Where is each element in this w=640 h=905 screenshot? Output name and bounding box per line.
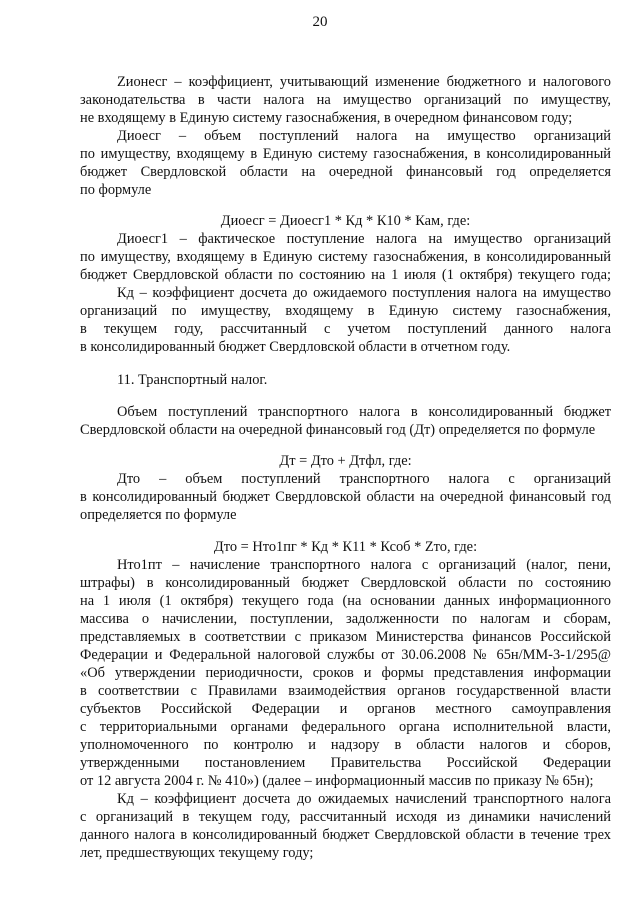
text-line: Диоесг1 – фактическое поступление налога на имущество организаций <box>117 231 611 247</box>
text-line: Кд – коэффициент досчета до ожидаемых начислений транспортного налога <box>117 791 611 807</box>
text-line: по формуле <box>80 182 152 198</box>
text-line: Диоесг – объем поступлений налога на имущество организаций <box>117 128 611 144</box>
text-line: организаций по имуществу, входящему в Единую систему газоснабжения, <box>80 303 611 319</box>
text-line: Дто – объем поступлений транспортного налога с организаций <box>117 471 611 487</box>
text-line: Объем поступлений транспортного налога в консолидированный бюджет <box>117 404 611 420</box>
text-line: на 1 июля (1 октября) текущего года (на основании данных информационного <box>80 593 611 609</box>
text-line: утвержденными постановлением Правительства Российской Федерации <box>80 755 611 771</box>
section-heading: 11. Транспортный налог. <box>117 372 268 388</box>
text-line: определяется по формуле <box>80 507 237 523</box>
text-line: бюджет Свердловской области на очередной финансовый год определяется <box>80 164 611 180</box>
text-line: Zионесг – коэффициент, учитывающий изменение бюджетного и налогового <box>117 74 611 90</box>
text-line: массива о начислении, поступлении, задолженности по налогам и сборам, <box>80 611 611 627</box>
text-line: по имуществу, входящему в Единую систему газоснабжения, в консолидированный <box>80 249 611 265</box>
text-line: с территориальными органами федерального органа исполнительной власти, <box>80 719 611 735</box>
text-line: не входящему в Единую систему газоснабжения, в очередном финансовом году; <box>80 110 573 126</box>
text-line: Свердловской области на очередной финансовый год (Дт) определяется по формуле <box>80 422 596 438</box>
formula: Диоесг = Диоесг1 * Кд * К10 * Кам, где: <box>220 213 471 229</box>
text-line: субъектов Российской Федерации и органов местного самоуправления <box>80 701 611 717</box>
text-line: в консолидированный бюджет Свердловской области на очередной финансовый год <box>80 489 611 505</box>
formula: Дт = Дто + Дтфл, где: <box>279 453 412 469</box>
text-line: Федерации и Федеральной налоговой службы от 30.06.2008 № 65н/ММ-3-1/295@ <box>80 647 611 663</box>
page-number: 20 <box>312 14 328 30</box>
text-line: с организаций в текущем году, рассчитанный исходя из динамики начислений <box>80 809 611 825</box>
text-line: штрафы) в консолидированный бюджет Свердловской области по состоянию <box>80 575 611 591</box>
text-line: Кд – коэффициент досчета до ожидаемого поступления налога на имущество <box>117 285 611 301</box>
text-line: в соответствии с Правилами взаимодействия органов государственной власти <box>80 683 611 699</box>
text-line: в консолидированный бюджет Свердловской области в отчетном году. <box>80 339 511 355</box>
text-line: лет, предшествующих текущему году; <box>80 845 314 861</box>
text-line: представляемых в соответствии с приказом Министерства финансов Российской <box>80 629 611 645</box>
text-line: бюджет Свердловской области по состоянию на 1 июля (1 октября) текущего года; <box>80 267 611 283</box>
text-line: в текущем году, рассчитанный с учетом поступлений данного налога <box>80 321 611 337</box>
text-line: уполномоченного по контролю и надзору в области налогов и сборов, <box>80 737 611 753</box>
text-line: по имуществу, входящему в Единую систему газоснабжения, в консолидированный <box>80 146 611 162</box>
text-line: Нто1пт – начисление транспортного налога с организаций (налог, пени, <box>117 557 611 573</box>
text-line: «Об утверждении периодичности, сроков и формы представления информации <box>80 665 611 681</box>
text-line: законодательства в части налога на имущество организаций по имуществу, <box>80 92 611 108</box>
text-line: данного налога в консолидированный бюджет Свердловской области в течение трех <box>80 827 611 843</box>
formula: Дто = Нто1пг * Кд * К11 * Ксоб * Zто, где: <box>213 539 478 555</box>
text-line: от 12 августа 2004 г. № 410») (далее – информационный массив по приказу № 65н); <box>80 773 594 789</box>
